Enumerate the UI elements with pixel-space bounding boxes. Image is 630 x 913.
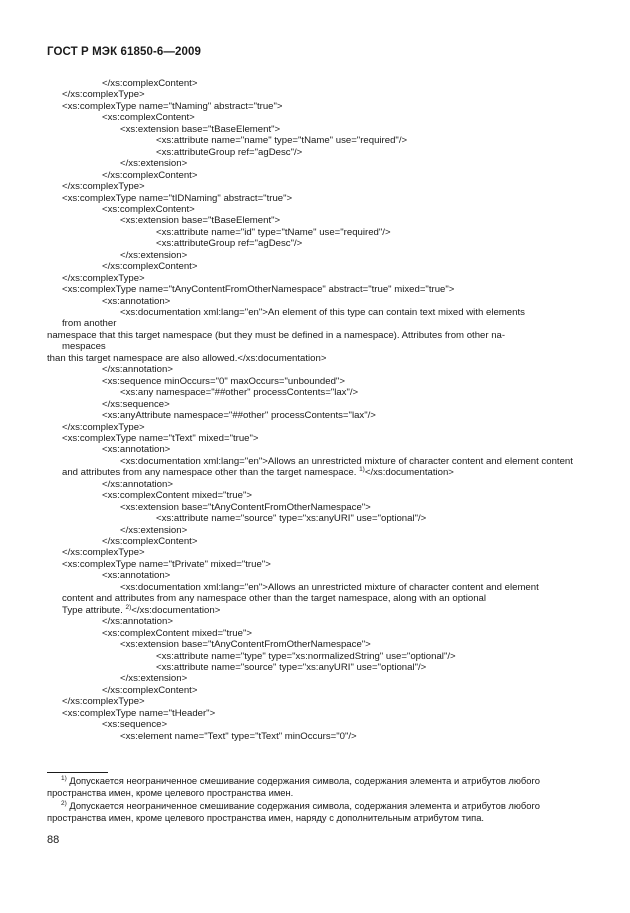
code-line [47, 353, 326, 364]
code-line [62, 341, 106, 352]
code-line-text: </xs:annotation> [102, 364, 173, 376]
code-line [102, 719, 167, 730]
code-line-text: </xs:complexType> [62, 181, 145, 193]
code-line-text: <xs:complexType name="tNaming" abstract="true"> [62, 100, 283, 112]
code-line-text: <xs:extension base="tAnyContentFromOtherNamespace"> [120, 501, 371, 513]
code-line [102, 490, 252, 501]
code-line-text: </xs:extension> [120, 158, 188, 170]
footnote-1-text: Допускается неограниченное смешивание содержания символа, содержания элемента и атрибутов любого пространства имен, кроме целевого пространства имен. [47, 775, 540, 798]
code-line-text: <xs:any namespace="##other" processContents="lax"/> [120, 387, 359, 399]
code-line-text: </xs:complexType> [62, 89, 145, 101]
code-line [156, 135, 407, 146]
code-line [102, 410, 376, 421]
code-line [62, 422, 145, 433]
code-line-text: </xs:extension> [120, 249, 188, 261]
code-line-text: <xs:annotation> [102, 295, 171, 307]
code-line-text: </xs:complexContent> [102, 169, 198, 181]
code-line-text: <xs:complexType name="tPrivate" mixed="true"> [62, 558, 271, 570]
code-line [102, 364, 173, 375]
code-line-text: and attributes from any namespace other than the target namespace. [62, 467, 357, 479]
code-line [102, 78, 197, 89]
code-line-text: <xs:complexType name="tIDNaming" abstract="true"> [62, 192, 293, 204]
code-line-text: <xs:annotation> [102, 570, 171, 582]
code-line-text: <xs:complexType name="tText" mixed="true"> [62, 432, 259, 444]
code-line-text: <xs:attribute name="name" type="tName" use="required"/> [156, 135, 408, 147]
code-line [102, 112, 195, 123]
code-line [102, 376, 345, 387]
code-line-text: namespace that this target namespace (but they must be defined in a namespace). Attributes from other na- [47, 329, 506, 341]
page-header: ГОСТ Р МЭК 61850-6—2009 [47, 46, 201, 58]
code-line [62, 547, 145, 558]
code-line [120, 158, 187, 169]
code-line [120, 456, 573, 467]
code-line [120, 387, 358, 398]
code-line-text: <xs:complexContent mixed="true"> [102, 490, 252, 502]
code-line-text: content and attributes from any namespace other than the target namespace, along with an optional [62, 593, 486, 605]
footnote-2-mark: 2) [61, 800, 67, 807]
code-line [120, 307, 525, 318]
code-line-text: </xs:complexContent> [102, 78, 198, 89]
code-line [120, 673, 187, 684]
code-line-text: <xs:sequence> [102, 719, 168, 731]
code-line [156, 147, 302, 158]
footnote-reference: 2) [125, 603, 132, 611]
code-line [102, 685, 197, 696]
code-line-text: <xs:element name="Text" type="tText" minOccurs="0"/> [120, 730, 357, 742]
page-number: 88 [47, 834, 60, 846]
code-line-text: </xs:complexType> [62, 696, 145, 708]
code-line-text: Type attribute. [62, 604, 123, 616]
code-line-text: <xs:sequence minOccurs="0" maxOccurs="unbounded"> [102, 375, 345, 387]
code-line-text: <xs:attribute name="type" type="xs:normalizedString" use="optional"/> [156, 650, 456, 662]
code-line-text: <xs:attribute name="source" type="xs:anyURI" use="optional"/> [156, 661, 427, 673]
code-line [102, 204, 195, 215]
code-line [156, 227, 391, 238]
code-line [102, 399, 170, 410]
code-line-text: than this target namespace are also allowed.</xs:documentation> [47, 352, 327, 364]
code-line-text: </xs:extension> [120, 673, 188, 685]
footnote-2 [47, 800, 583, 824]
code-line-text: </xs:complexType> [62, 547, 145, 559]
code-line [156, 662, 426, 673]
code-line-text: </xs:complexType> [62, 421, 145, 433]
code-line-text: <xs:complexType name="tHeader"> [62, 707, 216, 719]
code-line-text: <xs:annotation> [102, 444, 171, 456]
code-line-text: <xs:attributeGroup ref="agDesc"/> [156, 238, 303, 250]
code-line [156, 513, 426, 524]
code-line [102, 479, 173, 490]
code-line-text: <xs:attributeGroup ref="agDesc"/> [156, 146, 303, 158]
footnote-1 [47, 775, 583, 799]
code-line [102, 170, 197, 181]
code-line-tail: </xs:documentation> [364, 467, 454, 479]
footnote-reference: 1) [359, 466, 365, 474]
code-line-text: <xs:attribute name="id" type="tName" use="required"/> [156, 226, 391, 238]
code-line [62, 708, 215, 719]
footnote-divider [47, 772, 108, 773]
code-line-text: <xs:documentation xml:lang="en">Allows an unrestricted mixture of character content and element [120, 581, 539, 593]
code-line [102, 628, 252, 639]
code-line-text: </xs:extension> [120, 524, 188, 536]
code-line [102, 570, 170, 581]
code-line-text: mespaces [62, 341, 106, 353]
code-line [62, 284, 454, 295]
footnote-2-text: Допускается неограниченное смешивание содержания символа, содержания элемента и атрибутов любого пространства имен, кроме целевого пространства имен, наряду с дополнительным атрибутом типа. [47, 800, 540, 823]
code-line-text: <xs:complexContent mixed="true"> [102, 627, 252, 639]
code-line [156, 238, 302, 249]
code-line [62, 101, 283, 112]
code-line-text: <xs:documentation xml:lang="en">An element of this type can contain text mixed with elements [120, 307, 525, 318]
code-line [62, 193, 292, 204]
code-line-tail: </xs:documentation> [131, 604, 221, 616]
code-line [47, 330, 505, 341]
code-line [62, 89, 145, 100]
code-line [120, 502, 371, 513]
code-line-text: </xs:complexContent> [102, 261, 198, 273]
code-line [102, 296, 170, 307]
code-line [120, 639, 371, 650]
code-line [120, 124, 280, 135]
code-line [102, 261, 197, 272]
code-line [156, 651, 456, 662]
code-line [62, 593, 486, 604]
code-line [120, 525, 187, 536]
code-line-text: </xs:sequence> [102, 398, 170, 410]
code-line [102, 536, 197, 547]
code-line-text: <xs:extension base="tBaseElement"> [120, 123, 281, 135]
code-line-text: </xs:annotation> [102, 478, 173, 490]
code-line [102, 444, 170, 455]
code-line-text: from another [62, 318, 117, 330]
code-line-text: </xs:annotation> [102, 616, 173, 628]
code-line-text: <xs:extension base="tAnyContentFromOtherNamespace"> [120, 639, 371, 651]
code-line [62, 696, 145, 707]
code-line-text: </xs:complexType> [62, 272, 145, 284]
code-line [120, 731, 357, 742]
code-line [62, 318, 116, 329]
code-line [62, 605, 220, 616]
code-line-text: <xs:complexType name="tAnyContentFromOtherNamespace" abstract="true" mixed="true"> [62, 284, 455, 296]
code-line-text: <xs:anyAttribute namespace="##other" processContents="lax"/> [102, 410, 376, 422]
code-line [62, 467, 454, 478]
code-line [62, 433, 259, 444]
code-line-text: <xs:documentation xml:lang="en">Allows an unrestricted mixture of character content and element content [120, 455, 573, 467]
code-line-text: <xs:attribute name="source" type="xs:anyURI" use="optional"/> [156, 513, 427, 525]
code-line [120, 215, 280, 226]
code-line-text: </xs:complexContent> [102, 536, 198, 547]
code-line [102, 616, 173, 627]
code-line-text: <xs:complexContent> [102, 203, 195, 215]
code-line-text: </xs:complexContent> [102, 684, 198, 696]
code-line-text: <xs:extension base="tBaseElement"> [120, 215, 281, 227]
footnote-1-mark: 1) [61, 775, 67, 782]
code-line [120, 582, 539, 593]
code-line [62, 559, 271, 570]
code-line-text: <xs:complexContent> [102, 112, 195, 124]
code-line [62, 181, 145, 192]
code-line [120, 250, 187, 261]
code-line [62, 273, 145, 284]
